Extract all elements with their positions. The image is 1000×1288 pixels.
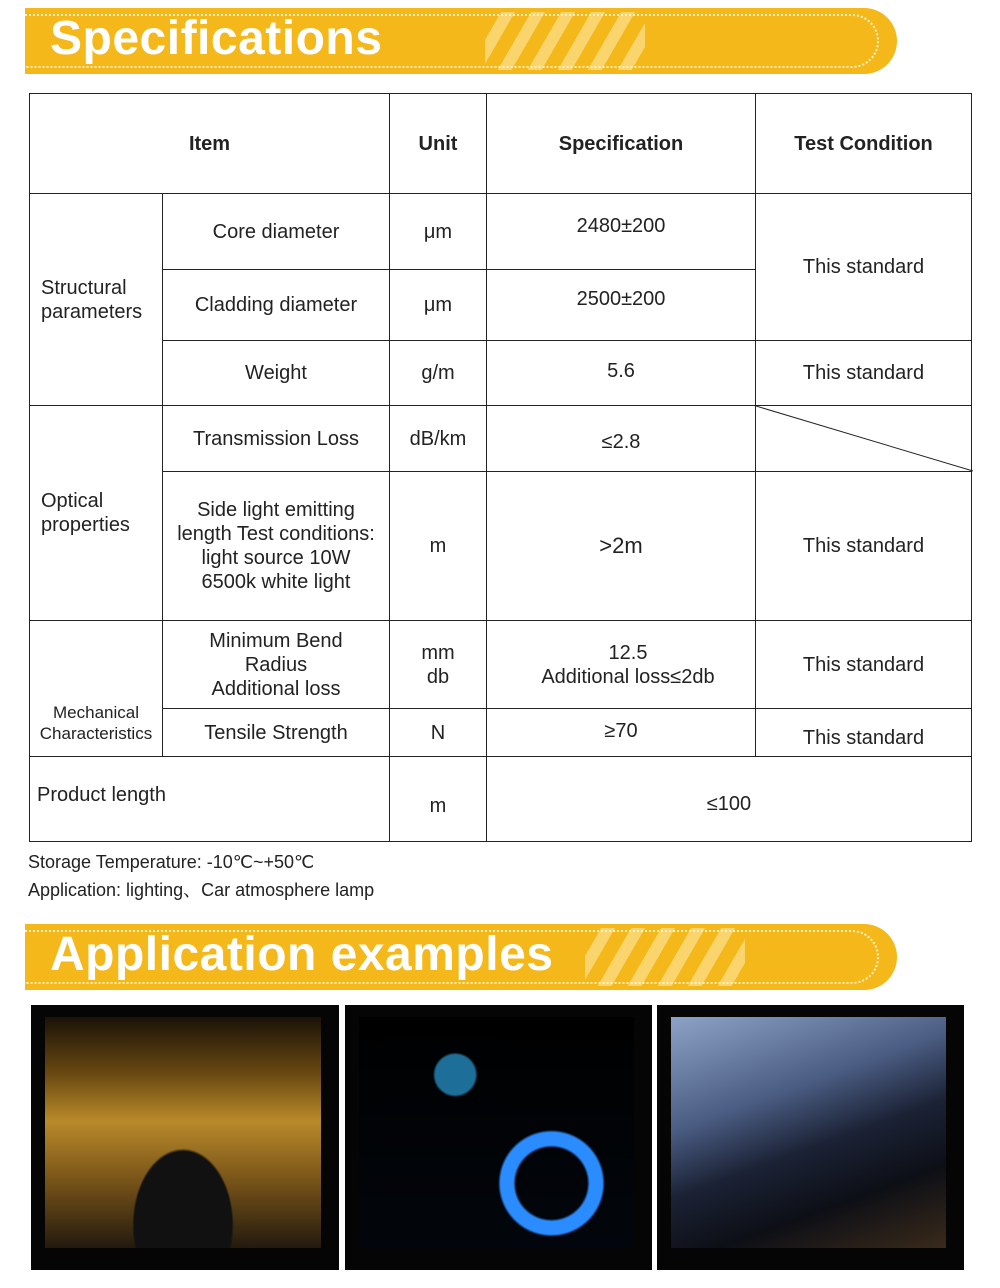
- header-item: Item: [29, 93, 390, 194]
- photo-building: [657, 1005, 964, 1270]
- bend-test: This standard: [755, 620, 972, 709]
- header-test: Test Condition: [755, 93, 972, 194]
- bend-unit: [389, 620, 487, 709]
- loss-spec: ≤2.8: [486, 405, 756, 472]
- tensile-spec: ≥70: [486, 708, 756, 757]
- tensile-unit: N: [389, 708, 487, 757]
- weight-unit: g/m: [389, 340, 487, 406]
- weight-item: Weight: [162, 340, 390, 406]
- core-cladding-test: This standard: [755, 193, 972, 341]
- section-title: Specifications: [50, 12, 383, 65]
- side-spec: >2m: [486, 471, 756, 621]
- bend-unit-mm: mm: [421, 641, 455, 664]
- photo-car-interior: [345, 1005, 652, 1270]
- length-unit: m: [389, 756, 487, 842]
- bend-spec-radius: 12.5: [608, 641, 648, 664]
- application-note: Application: lighting、Car atmosphere lamp: [28, 880, 375, 900]
- bend-unit-db: db: [426, 665, 450, 688]
- side-item: Side light emitting length Test conditions: light source 10W 6500k white light: [162, 471, 390, 621]
- storage-note: Storage Temperature: -10℃~+50℃: [28, 852, 315, 872]
- weight-test: This standard: [755, 340, 972, 406]
- bend-spec: [486, 620, 756, 709]
- group-optical: Optical properties: [29, 405, 163, 621]
- specifications-banner: [25, 8, 897, 74]
- loss-unit: dB/km: [389, 405, 487, 472]
- loss-test-empty: [755, 405, 972, 472]
- header-spec: Specification: [486, 93, 756, 194]
- tensile-item: Tensile Strength: [162, 708, 390, 757]
- diagonal-line: [756, 406, 973, 473]
- length-item: Product length: [29, 756, 390, 842]
- length-spec: ≤100: [486, 756, 972, 842]
- side-test: This standard: [755, 471, 972, 621]
- header-unit: Unit: [389, 93, 487, 194]
- group-structural: Structural parameters: [29, 193, 163, 406]
- loss-item: Transmission Loss: [162, 405, 390, 472]
- photo-arch: [31, 1005, 339, 1270]
- cladding-unit: μm: [389, 269, 487, 341]
- group-mechanical: Mechanical Characteristics: [29, 620, 163, 757]
- side-unit: m: [389, 471, 487, 621]
- cladding-spec: 2500±200: [486, 269, 756, 341]
- cladding-item: Cladding diameter: [162, 269, 390, 341]
- applications-banner: [25, 924, 897, 990]
- core-unit: μm: [389, 193, 487, 270]
- core-spec: 2480±200: [486, 193, 756, 270]
- section-title: Application examples: [50, 928, 554, 981]
- core-item: Core diameter: [162, 193, 390, 270]
- tensile-test: This standard: [755, 708, 972, 757]
- weight-spec: 5.6: [486, 340, 756, 406]
- bend-item: Minimum Bend Radius Additional loss: [162, 620, 390, 709]
- bend-spec-loss: Additional loss≤2db: [541, 665, 715, 688]
